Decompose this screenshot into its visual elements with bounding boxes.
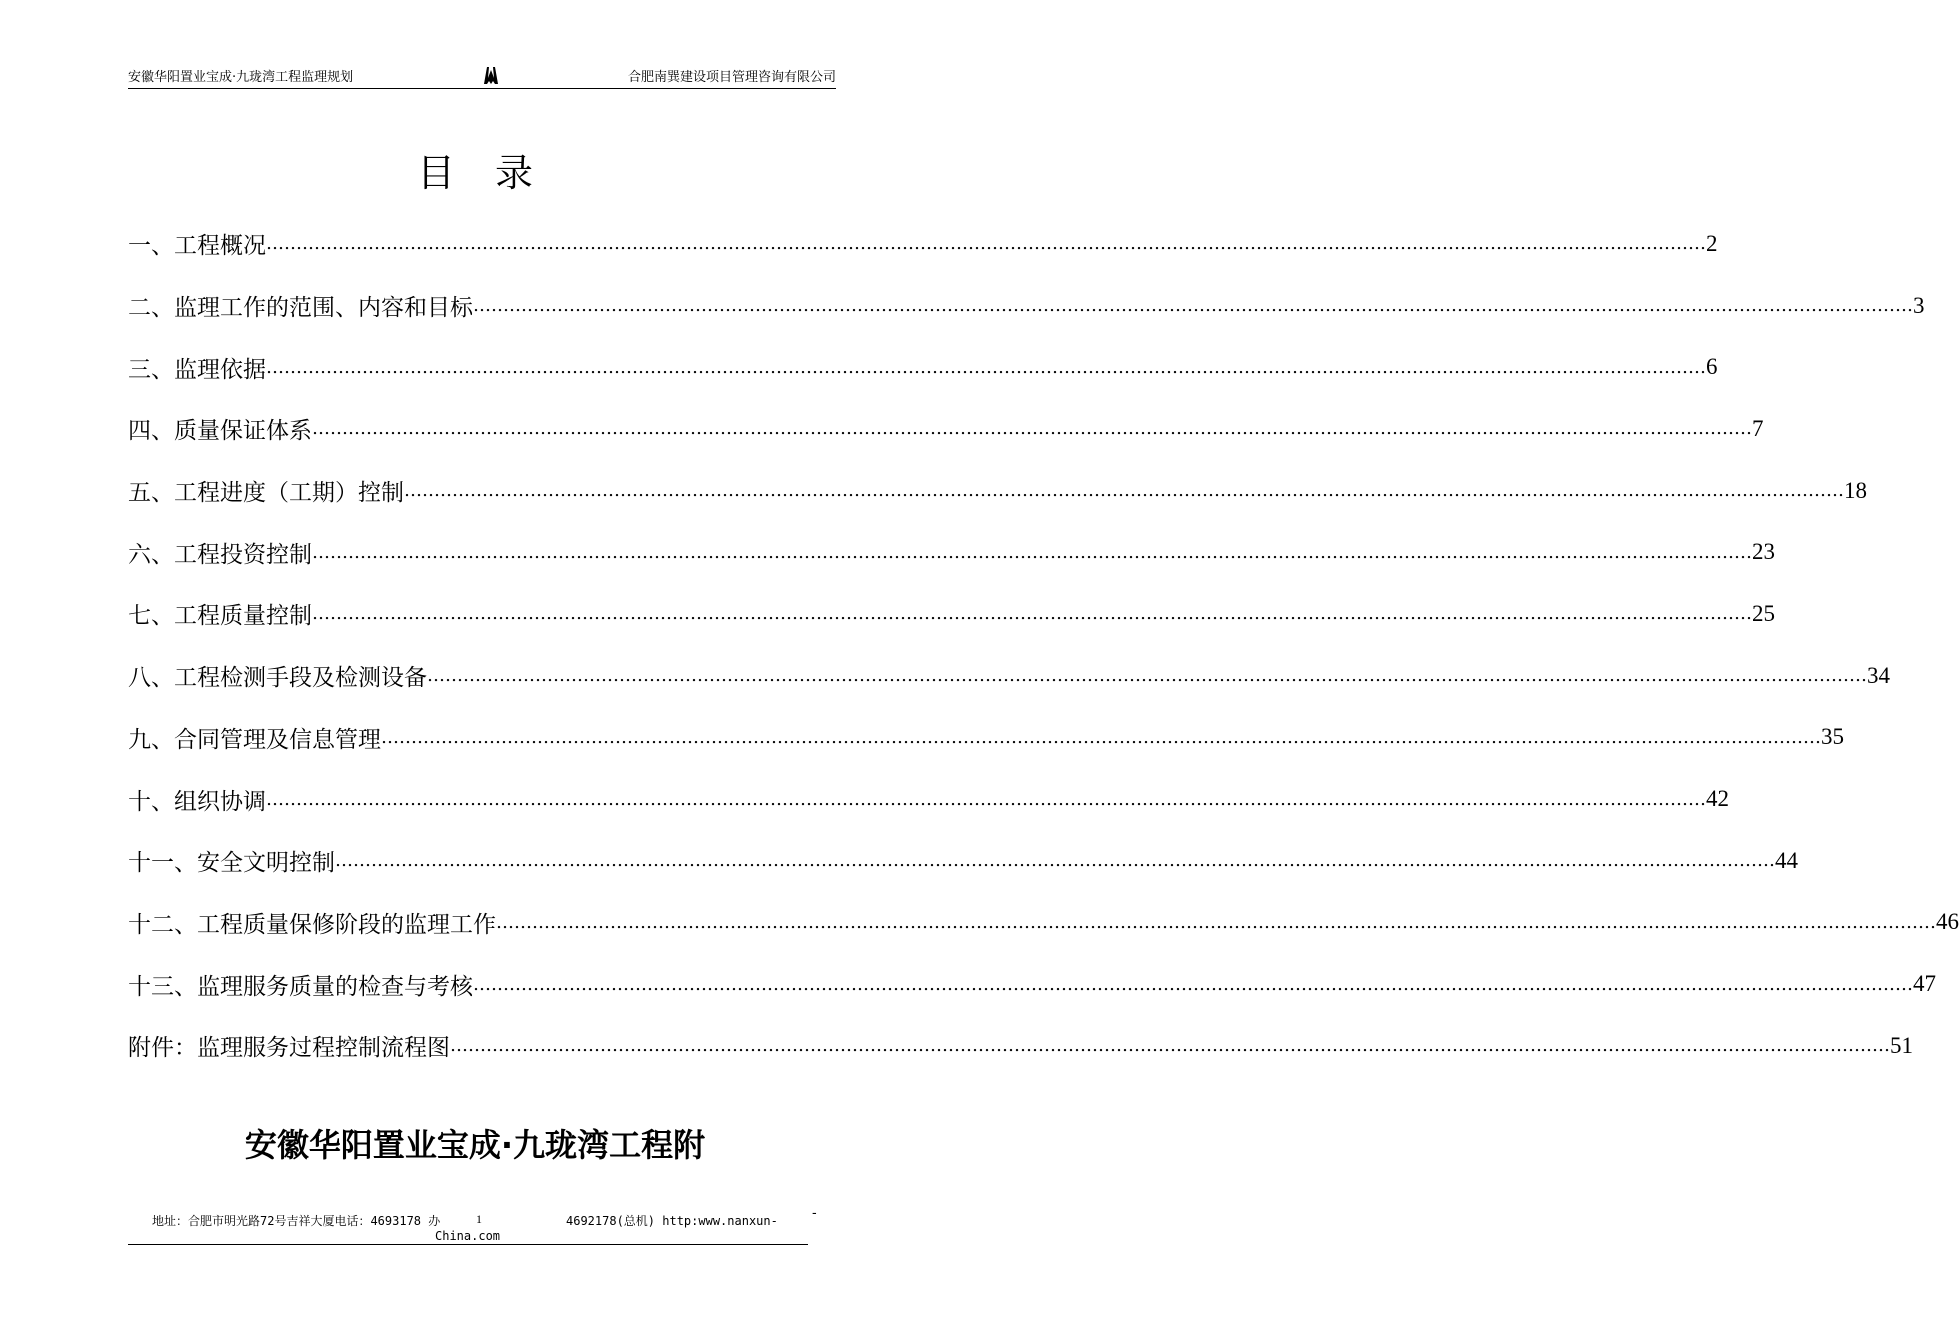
toc-entry-page: 42 — [1706, 786, 1729, 812]
toc-leader-dots: …………………………………………………………………………………………………………………………………………………………………………………………………………………… — [335, 850, 1775, 872]
toc-entry-title: 组织协调 — [174, 788, 266, 815]
toc-entry-title: 监理服务质量的检查与考核 — [197, 973, 473, 1000]
header-rule — [128, 88, 836, 89]
table-of-contents — [128, 213, 1959, 1077]
toc-entry-title: 工程质量保修阶段的监理工作 — [197, 911, 496, 938]
toc-entry-page: 51 — [1890, 1032, 1913, 1058]
toc-entry[interactable] — [128, 275, 1925, 337]
toc-entry-number: 十、 — [128, 788, 174, 815]
toc-entry-number: 二、 — [128, 295, 174, 322]
toc-entry[interactable] — [128, 645, 1890, 707]
toc-entry-page: 23 — [1752, 539, 1775, 565]
toc-entry-page: 18 — [1844, 477, 1867, 503]
toc-entry-number: 九、 — [128, 726, 174, 753]
page-title: 目录 — [416, 151, 573, 195]
toc-entry-number: 七、 — [128, 603, 174, 630]
toc-leader-dots: …………………………………………………………………………………………………………………………………………………………………………………………………………………… — [312, 418, 1752, 440]
toc-entry-title: 工程质量控制 — [174, 603, 312, 630]
toc-entry-page: 25 — [1752, 600, 1775, 626]
footer-web-continued: China.com — [435, 1229, 501, 1243]
toc-leader-dots: …………………………………………………………………………………………………………………………………………………………………………………………………………………… — [450, 1035, 1890, 1057]
footer-dash: - — [812, 1204, 817, 1220]
toc-leader-dots: …………………………………………………………………………………………………………………………………………………………………………………………………………………… — [427, 665, 1867, 687]
toc-entry-number: 四、 — [128, 418, 174, 445]
toc-entry-page: 3 — [1913, 292, 1925, 318]
toc-leader-dots: …………………………………………………………………………………………………………………………………………………………………………………………………………………… — [266, 788, 1706, 810]
toc-leader-dots: …………………………………………………………………………………………………………………………………………………………………………………………………………………… — [381, 726, 1821, 748]
toc-entry-title: 质量保证体系 — [174, 418, 312, 445]
toc-entry-title: 工程投资控制 — [174, 541, 312, 568]
toc-entry-number: 十二、 — [128, 911, 197, 938]
toc-entry-number: 三、 — [128, 356, 174, 383]
toc-entry[interactable] — [128, 892, 1959, 954]
toc-entry-title: 监理服务过程控制流程图 — [197, 1035, 450, 1062]
toc-entry-number: 一、 — [128, 233, 174, 260]
toc-entry[interactable] — [128, 213, 1718, 275]
toc-entry[interactable] — [128, 830, 1798, 892]
page-header — [128, 66, 836, 88]
footer-phone-web: 4692178(总机) http:www.nanxun- — [566, 1214, 778, 1228]
toc-entry[interactable] — [128, 583, 1775, 645]
toc-entry-page: 6 — [1706, 354, 1718, 380]
toc-entry-page: 2 — [1706, 230, 1718, 256]
toc-leader-dots: …………………………………………………………………………………………………………………………………………………………………………………………………………………… — [404, 480, 1844, 502]
toc-entry-number: 十三、 — [128, 973, 197, 1000]
toc-leader-dots: …………………………………………………………………………………………………………………………………………………………………………………………………………………… — [473, 973, 1913, 995]
toc-entry-page: 46 — [1936, 909, 1959, 935]
toc-entry[interactable] — [128, 768, 1729, 830]
company-logo-icon — [480, 64, 502, 86]
toc-entry-number: 十一、 — [128, 850, 197, 877]
toc-entry-title: 合同管理及信息管理 — [174, 726, 381, 753]
toc-leader-dots: …………………………………………………………………………………………………………………………………………………………………………………………………………………… — [473, 295, 1913, 317]
header-right-text: 合肥南巽建设项目管理咨询有限公司 — [627, 70, 836, 85]
toc-entry[interactable] — [128, 398, 1764, 460]
toc-entry-title: 监理工作的范围、内容和目标 — [174, 295, 473, 322]
toc-entry-number: 附件： — [128, 1035, 197, 1062]
toc-entry-page: 47 — [1913, 971, 1936, 997]
bottom-heading: 安徽华阳置业宝成·九珑湾工程附 — [244, 1126, 706, 1164]
toc-leader-dots: …………………………………………………………………………………………………………………………………………………………………………………………………………………… — [496, 911, 1936, 933]
footer-page-number: 1 — [476, 1212, 482, 1226]
toc-entry[interactable] — [128, 336, 1718, 398]
toc-entry-title: 工程进度（工期）控制 — [174, 480, 404, 507]
toc-entry[interactable] — [128, 953, 1936, 1015]
toc-entry-page: 35 — [1821, 724, 1844, 750]
toc-entry-number: 八、 — [128, 665, 174, 692]
toc-entry-title: 工程检测手段及检测设备 — [174, 665, 427, 692]
toc-leader-dots: …………………………………………………………………………………………………………………………………………………………………………………………………………………… — [312, 541, 1752, 563]
toc-entry-page: 44 — [1775, 847, 1798, 873]
toc-entry-number: 六、 — [128, 541, 174, 568]
footer-rule — [128, 1244, 808, 1245]
toc-entry-number: 五、 — [128, 480, 174, 507]
toc-entry[interactable] — [128, 1015, 1913, 1077]
toc-entry-title: 安全文明控制 — [197, 850, 335, 877]
toc-entry-page: 34 — [1867, 662, 1890, 688]
toc-entry[interactable] — [128, 707, 1844, 769]
toc-leader-dots: …………………………………………………………………………………………………………………………………………………………………………………………………………………… — [266, 356, 1706, 378]
toc-entry-title: 监理依据 — [174, 356, 266, 383]
toc-entry-page: 7 — [1752, 415, 1764, 441]
toc-leader-dots: …………………………………………………………………………………………………………………………………………………………………………………………………………………… — [266, 233, 1706, 255]
header-left-text: 安徽华阳置业宝成·九珑湾工程监理规划 — [128, 70, 354, 85]
footer-address: 地址：合肥市明光路72号吉祥大厦电话：4693178 办 — [152, 1214, 441, 1228]
toc-entry[interactable] — [128, 460, 1867, 522]
toc-entry-title: 工程概况 — [174, 233, 266, 260]
toc-entry[interactable] — [128, 521, 1775, 583]
toc-leader-dots: …………………………………………………………………………………………………………………………………………………………………………………………………………………… — [312, 603, 1752, 625]
